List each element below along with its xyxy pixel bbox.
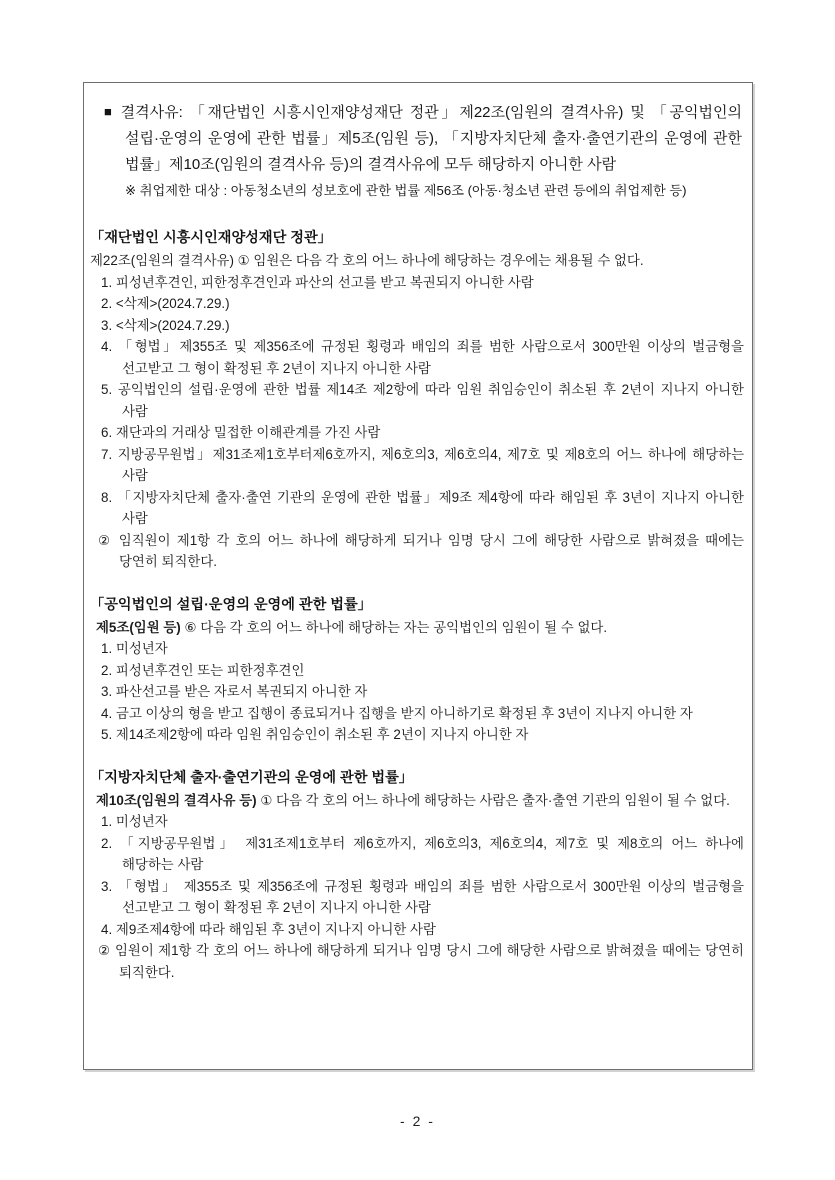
item-list	[90, 272, 744, 573]
list-item: 3. 파산선고를 받은 자로서 복권되지 아니한 자	[101, 684, 368, 699]
list-item: 3. <삭제>(2024.7.29.)	[101, 317, 230, 333]
legal-sections	[90, 227, 744, 983]
employment-restriction-note: ※ 취업제한 대상 : 아동청소년의 성보호에 관한 법률 제56조 (아동·청소년 관련 등에의 취업제한 등)	[125, 183, 687, 198]
article-text: ① 임원은 다음 각 호의 어느 하나에 해당하는 경우에는 채용될 수 없다.	[233, 253, 644, 268]
item-list	[90, 811, 744, 983]
section-heading: 「지방자치단체 출자·출연기관의 운영에 관한 법률」	[90, 769, 413, 786]
document-border-frame	[83, 82, 753, 1070]
article-title: 제22조(임원의 결격사유)	[90, 253, 234, 268]
section-heading: 「재단법인 시흥시인재양성재단 정관」	[90, 230, 332, 246]
closing-paragraph: ② 임직원이 제1항 각 호의 어느 하나에 해당하게 되거나 임명 당시 그에 해당한 사람으로 밝혀졌을 때에는 당연히 퇴직한다.	[98, 532, 744, 569]
list-item: 1. 미성년자	[101, 814, 168, 829]
list-item: 8. 「지방자치단체 출자·출연 기관의 운영에 관한 법률」제9조 제4항에 따라 해임된 후 3년이 지나지 아니한 사람	[101, 489, 744, 526]
square-bullet-icon: ■	[104, 104, 121, 119]
page-number: - 2 -	[400, 1113, 435, 1129]
item-list	[90, 638, 744, 746]
article-title: 제10조(임원의 결격사유 등)	[96, 792, 257, 808]
article-title: 제5조(임원 등)	[96, 619, 181, 635]
list-item: 1. 피성년후견인, 피한정후견인과 파산의 선고를 받고 복권되지 아니한 사람	[101, 274, 534, 290]
list-item: 5. 공익법인의 설립·운영에 관한 법률 제14조 제2항에 따라 임원 취임승인이 취소된 후 2년이 지나지 아니한 사람	[101, 382, 744, 419]
section-heading: 「공익법인의 설립·운영의 운영에 관한 법률」	[90, 596, 372, 613]
list-item: 4. 금고 이상의 형을 받고 집행이 종료되거나 집행을 받지 아니하기로 확정된 후 3년이 지나지 아니한 자	[101, 705, 693, 721]
article-line	[90, 250, 744, 272]
article-line	[90, 790, 744, 812]
list-item: 7. 지방공무원법」제31조제1호부터제6호까지, 제6호의3, 제6호의4, 제7호 및 제8호의 어느 하나에 해당하는 사람	[101, 446, 744, 483]
law-section	[90, 594, 744, 746]
list-item: 4. 제9조제4항에 따라 해임된 후 3년이 지나지 아니한 사람	[101, 921, 436, 937]
law-section	[90, 227, 744, 573]
list-item: 2. 「지방공무원법」 제31조제1호부터 제6호까지, 제6호의3, 제6호의4, 제7호 및 제8호의 어느 하나에 해당하는 사람	[101, 835, 744, 872]
list-item: 4. 「형법」제355조 및 제356조에 규정된 횡령과 배임의 죄를 범한 사람으로서 300만원 이상의 벌금형을 선고받고 그 형이 확정된 후 2년이 지나지 아니한 사람	[101, 339, 744, 376]
article-text: ① 다음 각 호의 어느 하나에 해당하는 사람은 출자·출연 기관의 임원이 될 수 없다.	[256, 792, 730, 808]
notice-body-text: 결격사유: 「재단법인 시흥시인재양성재단 정관」제22조(임원의 결격사유) 및 「공익법인의 설립·운영의 운영에 관한 법률」제5조(임원 등), 「지방자치단체 출자·출연기관의 운영에 관한 법률」제10조(임원의 결격사유 등)의 결격사유에 모두 해당하지 아니한 사람	[120, 104, 742, 173]
list-item: 6. 재단과의 거래상 밀접한 이해관계를 가진 사람	[101, 425, 381, 440]
closing-paragraph: ② 임원이 제1항 각 호의 어느 하나에 해당하게 되거나 임명 당시 그에 해당한 사람으로 밝혀졌을 때에는 당연히 퇴직한다.	[98, 943, 744, 980]
article-text: ⑥ 다음 각 호의 어느 하나에 해당하는 자는 공익법인의 임원이 될 수 없다.	[180, 619, 608, 635]
list-item: 2. 피성년후견인 또는 피한정후견인	[101, 662, 305, 678]
disqualification-notice	[104, 100, 742, 204]
list-item: 1. 미성년자	[101, 641, 168, 656]
notice-text	[104, 100, 742, 178]
list-item: 2. <삭제>(2024.7.29.)	[101, 296, 230, 311]
article-line	[90, 617, 744, 639]
law-section	[90, 767, 744, 984]
list-item: 3. 「형법」 제355조 및 제356조에 규정된 횡령과 배임의 죄를 범한 사람으로서 300만원 이상의 벌금형을 선고받고 그 형이 확정된 후 2년이 지나지 아니한 사람	[101, 878, 744, 915]
list-item: 5. 제14조제2항에 따라 임원 취임승인이 취소된 후 2년이 지나지 아니한 자	[101, 727, 529, 742]
